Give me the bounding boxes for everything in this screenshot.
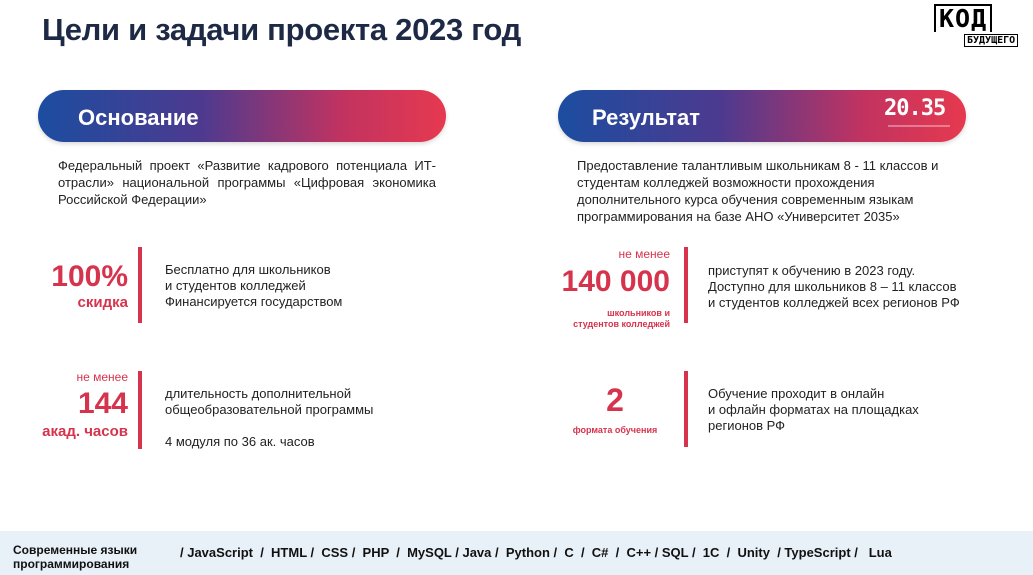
university-2035-badge — [884, 96, 954, 134]
footer-title-line: программирования — [13, 557, 130, 571]
basis-header-label: Основание — [78, 105, 199, 130]
text-line: 4 модуля по 36 ак. часов — [165, 434, 315, 449]
stat-formats-text — [708, 386, 919, 434]
stat-discount-text — [165, 262, 342, 310]
text-line: Доступно для школьников 8 – 11 классов — [708, 279, 957, 294]
text-line: общеобразовательной программы — [165, 402, 374, 417]
page-title: Цели и задачи проекта 2023 год — [42, 12, 522, 47]
stat-hours-text — [165, 386, 373, 450]
stat-formats-value: 2 — [606, 382, 624, 418]
stat-discount — [30, 260, 128, 312]
text-line: длительность дополнительной — [165, 386, 352, 401]
stat-hours-divider — [138, 371, 142, 449]
stat-hours-value: 144 — [77, 387, 128, 420]
result-description: Предоставление талантливым школьникам 8 - 11 классов и студентам колледжей возможности прохождения дополнительного курса обучения современным языкам программирования на базе АНО «Университет 2035» — [577, 158, 939, 224]
stat-students — [540, 247, 670, 330]
badge-underline — [888, 125, 950, 127]
basis-description: Федеральный проект «Развитие кадрового потенциала ИТ- отрасли» национальной программы «Цифровая экономика Российской Федерации» — [58, 158, 436, 207]
stat-students-top: не менее — [618, 247, 670, 261]
stat-formats-divider — [684, 371, 688, 447]
languages-footer — [0, 531, 1033, 575]
text-line: и студентов колледжей — [165, 278, 306, 293]
stat-discount-value: 100% — [51, 260, 128, 293]
stat-hours-top: не менее — [76, 370, 128, 384]
text-line: регионов РФ — [708, 418, 786, 433]
stat-discount-label: скидка — [77, 294, 128, 311]
footer-title-line: Современные языки — [13, 543, 138, 557]
text-line: и офлайн форматах на площадках — [708, 402, 919, 417]
logo-sub-text: БУДУЩЕГО — [964, 34, 1018, 47]
stat-students-divider — [684, 247, 688, 323]
text-line: Обучение проходит в онлайн — [708, 386, 885, 401]
stat-formats — [560, 380, 670, 436]
text-line: и студентов колледжей всех регионов РФ — [708, 295, 960, 310]
text-line: Финансируется государством — [165, 294, 343, 309]
text-line: Бесплатно для школьников — [165, 262, 331, 277]
basis-header — [38, 90, 446, 142]
badge-number: 20.35 — [884, 96, 946, 121]
stat-students-label — [540, 308, 670, 330]
languages-footer-title — [13, 543, 137, 571]
label-line: школьников и — [607, 308, 670, 318]
stat-students-text — [708, 263, 960, 311]
result-header-label: Результат — [592, 105, 701, 130]
logo-main-text: КОД — [934, 4, 992, 32]
stat-formats-label: формата обучения — [572, 425, 658, 435]
stat-students-value: 140 000 — [561, 265, 670, 298]
text-line — [165, 418, 373, 434]
stat-hours — [30, 370, 128, 441]
label-line: студентов колледжей — [573, 319, 670, 329]
stat-hours-label: акад. часов — [42, 423, 128, 440]
kod-budushchego-logo — [932, 4, 1028, 52]
languages-list: / JavaScript / HTML / CSS / PHP / MySQL / Java / Python / C / C# / C++ / SQL / 1C / Unity / TypeScript / Lua — [180, 545, 892, 560]
text-line: приступят к обучению в 2023 году. — [708, 263, 916, 278]
stat-discount-divider — [138, 247, 142, 323]
